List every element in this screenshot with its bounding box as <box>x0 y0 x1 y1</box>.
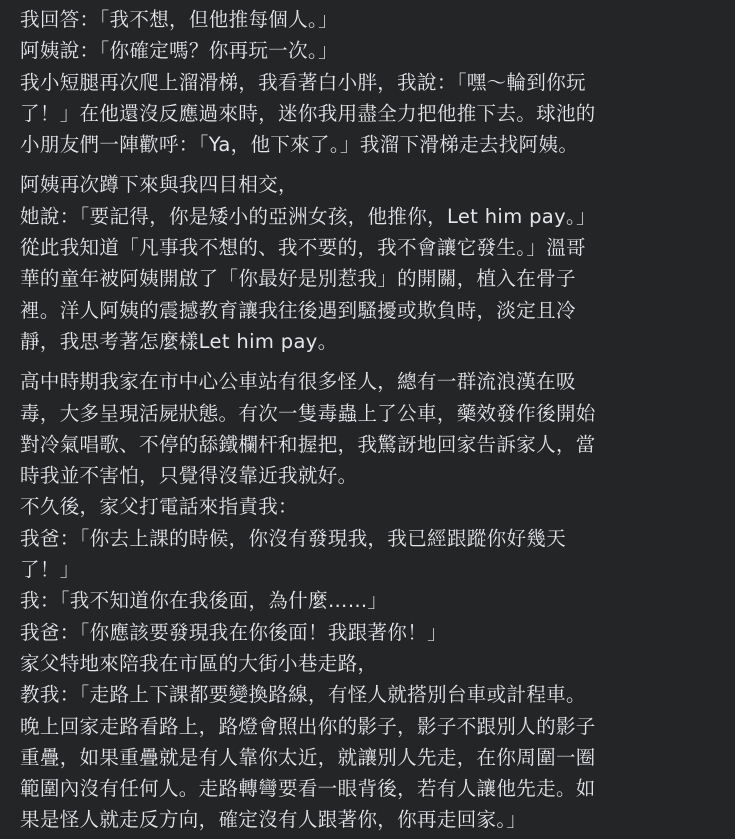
text-line: 果是怪人就走反方向，確定沒有人跟著你，你再走回家。」 <box>20 808 527 832</box>
text-line: 我爸：「你應該要發現我在你後面！我跟著你！」 <box>20 620 447 644</box>
text-line: 我小短腿再次爬上溜滑梯，我看著白小胖，我說：「嘿～輪到你玩 <box>20 70 586 94</box>
text-line: 了！」在他還沒反應過來時，迷你我用盡全力把他推下去。球池的 <box>20 101 596 125</box>
text-line: 了！」 <box>20 558 80 582</box>
paragraph-1 <box>20 4 725 160</box>
text-line: 教我：「走路上下課都要變換路線，有怪人就搭別台車或計程車。 <box>20 683 586 707</box>
text-line: 晚上回家走路看路上，路燈會照出你的影子，影子不跟別人的影子 <box>20 714 596 738</box>
text-line: 對冷氣唱歌、不停的舔鐵欄杆和握把，我驚訝地回家告訴家人，當 <box>20 432 596 456</box>
text-line: 重疊，如果重疊就是有人靠你太近，就讓別人先走，在你周圍一圈 <box>20 745 596 769</box>
text-line: 毒，大多呈現活屍狀態。有次一隻毒蟲上了公車，藥效發作後開始 <box>20 401 596 425</box>
text-line: 小朋友們一陣歡呼：「Ya，他下來了。」我溜下滑梯走去找阿姨。 <box>20 133 579 157</box>
text-line: 阿姨再次蹲下來與我四目相交， <box>20 173 298 197</box>
text-line: 不久後，家父打電話來指責我： <box>20 495 298 519</box>
text-line: 家父特地來陪我在市區的大街小巷走路， <box>20 651 378 675</box>
paragraph-3 <box>20 366 725 835</box>
text-line: 我爸：「你去上課的時候，你沒有發現我，我已經跟蹤你好幾天 <box>20 526 567 550</box>
paragraph-2 <box>20 169 725 357</box>
text-line: 我：「我不知道你在我後面，為什麼……」 <box>20 589 388 613</box>
text-line: 華的童年被阿姨開啟了「你最好是別惹我」的開關，植入在骨子 <box>20 267 576 291</box>
text-line: 範圍內沒有任何人。走路轉彎要看一眼背後，若有人讓他先走。如 <box>20 777 596 801</box>
text-line: 靜，我思考著怎麼樣Let him pay。 <box>20 329 338 353</box>
text-line: 她說：「要記得，你是矮小的亞洲女孩，他推你，Let him pay。」 <box>20 204 596 228</box>
post-body <box>20 4 725 836</box>
text-line: 時我並不害怕，只覺得沒靠近我就好。 <box>20 464 358 488</box>
text-line: 阿姨說：「你確定嗎？你再玩一次。」 <box>20 39 338 63</box>
text-line: 裡。洋人阿姨的震撼教育讓我往後遇到騷擾或欺負時，淡定且冷 <box>20 298 576 322</box>
text-line: 高中時期我家在市中心公車站有很多怪人，總有一群流浪漢在吸 <box>20 370 576 394</box>
text-line: 從此我知道「凡事我不想的、我不要的，我不會讓它發生。」溫哥 <box>20 236 586 260</box>
text-line: 我回答：「我不想，但他推每個人。」 <box>20 8 338 31</box>
